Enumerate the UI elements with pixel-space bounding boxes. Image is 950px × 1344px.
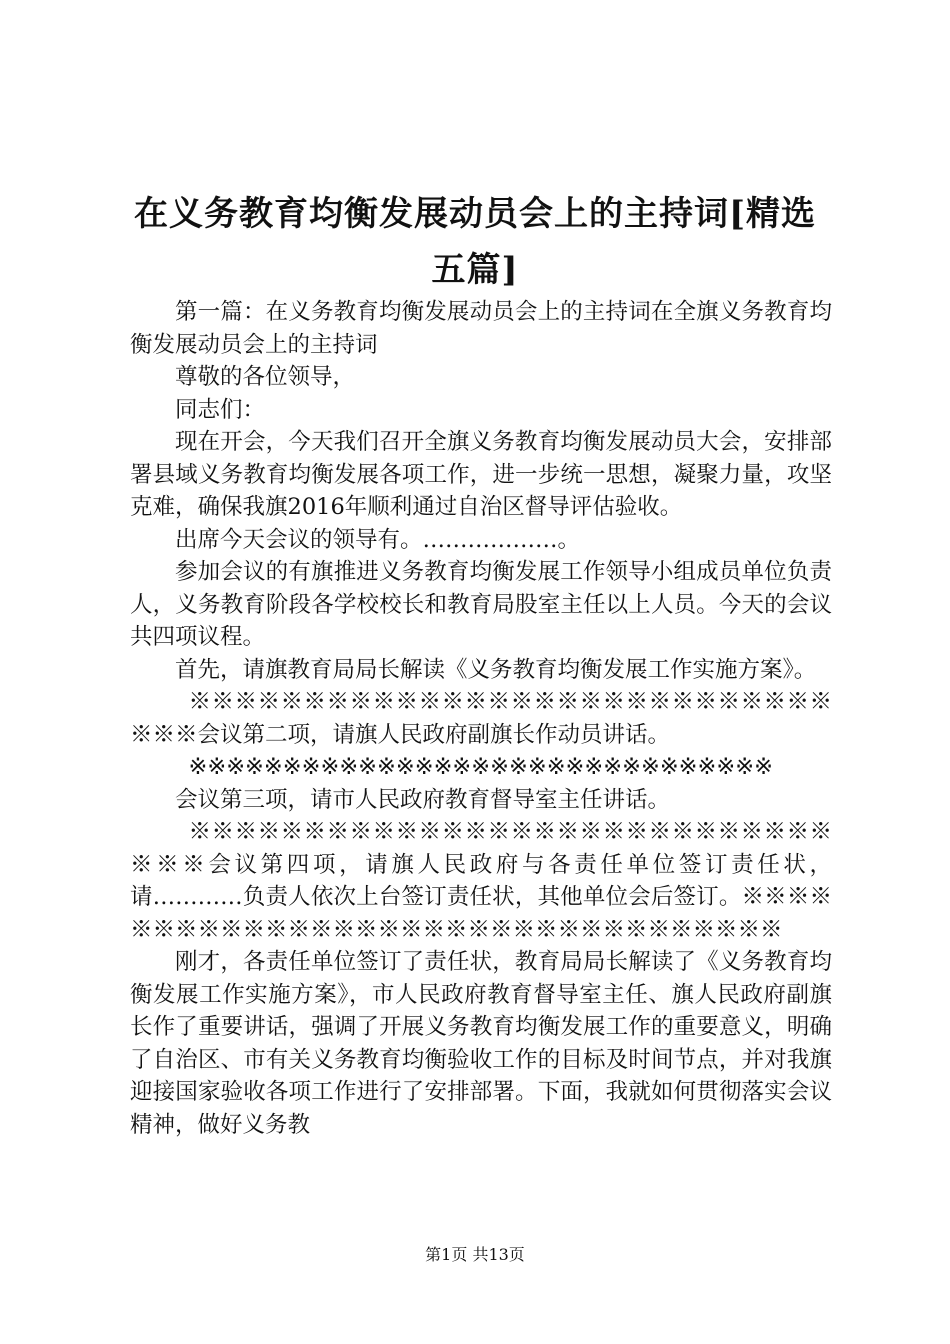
- paragraph: ※※※※※※※※※※※※※※※※※※※※※※※※※※※※※※※: [188, 754, 773, 780]
- paragraph: ※※※※※※※※※※※※※※※※※※※※※※※※※※※※※※※会议第四项，请旗人民政府与各责任单位签订责任状，请…………负责人依次上台签订责任状，其他单位会后签订。※※※※※※※※※※※※※※※※※※※※※※※※※※※※※※※※※: [130, 819, 832, 943]
- document-body: [130, 296, 832, 1141]
- paragraph: 现在开会，今天我们召开全旗义务教育均衡发展动员大会，安排部署县域义务教育均衡发展各项工作，进一步统一思想，凝聚力量，攻坚克难，确保我旗2016年顺利通过自治区督导评估验收。: [130, 429, 832, 520]
- paragraph: 刚才，各责任单位签订了责任状，教育局局长解读了《义务教育均衡发展工作实施方案》，市人民政府教育督导室主任、旗人民政府副旗长作了重要讲话，强调了开展义务教育均衡发展工作的重要意义，明确了自治区、市有关义务教育均衡验收工作的目标及时间节点，并对我旗迎接国家验收各项工作进行了安排部署。下面，我就如何贯彻落实会议精神，做好义务教: [130, 949, 832, 1138]
- paragraph: 会议第三项，请市人民政府教育督导室主任讲话。: [175, 786, 671, 813]
- paragraph: 第一篇：在义务教育均衡发展动员会上的主持词在全旗义务教育均衡发展动员会上的主持词: [130, 299, 832, 358]
- document-title: 在义务教育均衡发展动员会上的主持词[精选五篇]: [133, 194, 817, 290]
- page-footer: 第1页 共13页: [425, 1245, 525, 1264]
- paragraph: 同志们：: [175, 396, 266, 423]
- paragraph: 首先，请旗教育局局长解读《义务教育均衡发展工作实施方案》。: [175, 656, 817, 683]
- paragraph: 参加会议的有旗推进义务教育均衡发展工作领导小组成员单位负责人，义务教育阶段各学校校长和教育局股室主任以上人员。今天的会议共四项议程。: [130, 559, 832, 650]
- paragraph: ※※※※※※※※※※※※※※※※※※※※※※※※※※※※※※※会议第二项，请旗人民政府副旗长作动员讲话。: [130, 689, 832, 748]
- paragraph: 尊敬的各位领导，: [175, 364, 356, 390]
- paragraph: 出席今天会议的领导有。………………。: [175, 526, 581, 553]
